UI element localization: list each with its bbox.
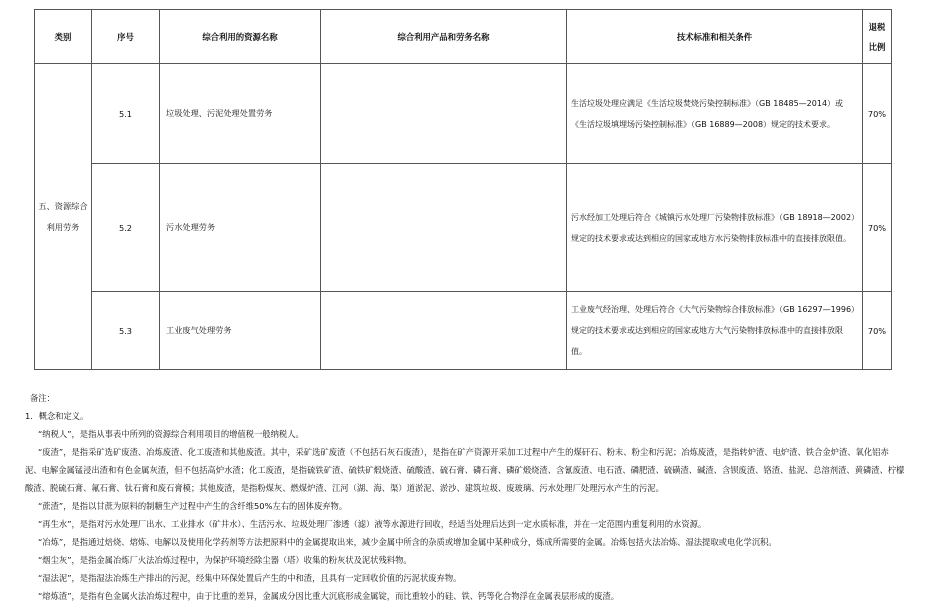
row-number: 5.1 <box>92 64 160 164</box>
notes-title: 备注： <box>30 393 55 403</box>
header-resource-name: 综合利用的资源名称 <box>160 10 321 64</box>
definition-paragraph: “废渣”，是指采矿选矿废渣、冶炼废渣、化工废渣和其他废渣。其中，采矿选矿废渣（不包括石灰石废渣），是指在矿产资源开采加工过程中产生的煤矸石、粉末、粉尘和污泥；冶炼废渣，是指转炉渣、电炉渣、铁合金炉渣、氧化铝赤泥、电解金属锰浸出渣和有色金属灰渣，但不包括高炉水渣；化工废渣，是指硫铁矿渣、硫铁矿煅烧渣、硫酸渣、硫石膏、磷石膏、磷矿煅烧渣、含氰废渣、电石渣、磷肥渣、硫磺渣、碱渣、含钡废渣、铬渣、盐泥、总溶剂渣、黄磷渣、柠檬酸渣、脱硫石膏、氟石膏、钛石膏和废石膏模；其他废渣，是指粉煤灰、燃煤炉渣、江河（湖、海、渠）道淤泥、淤沙、建筑垃圾、废玻璃、污水处理厂处理污水产生的污泥。 <box>25 447 905 493</box>
header-refund-rate <box>863 10 892 64</box>
technical-standard: 污水经加工处理后符合《城镇污水处理厂污染物排放标准》（GB 18918—2002）规定的技术要求或达到相应的国家或地方水污染物排放标准中的直接排放限值。 <box>567 164 863 292</box>
product-name <box>321 164 567 292</box>
refund-rate: 70% <box>863 292 892 370</box>
table-row <box>35 164 892 292</box>
table-row <box>35 64 892 164</box>
header-refund-rate-line1: 退税 <box>868 21 886 32</box>
definition-paragraph: “熔炼渣”，是指有色金属火法冶炼过程中，由于比重的差异，金属成分因比重大沉底形成金属锭，而比重较小的硅、铁、钙等化合物浮在金属表层形成的废渣。 <box>38 591 620 601</box>
header-category: 类别 <box>35 10 92 64</box>
row-number: 5.3 <box>92 292 160 370</box>
table-row <box>35 292 892 370</box>
table-header-row <box>35 10 892 64</box>
header-number: 序号 <box>92 10 160 64</box>
resource-name: 污水处理劳务 <box>160 164 321 292</box>
refund-rate: 70% <box>863 164 892 292</box>
header-product-name: 综合利用产品和劳务名称 <box>321 10 567 64</box>
category-cell: 五、资源综合利用劳务 <box>35 64 92 370</box>
product-name <box>321 292 567 370</box>
notes-section-heading: 1．概念和定义。 <box>25 411 89 421</box>
header-refund-rate-line2: 比例 <box>868 41 886 52</box>
definition-paragraph: “再生水”，是指对污水处理厂出水、工业排水（矿井水）、生活污水、垃圾处理厂渗透（滤）液等水源进行回收，经适当处理后达到一定水质标准，并在一定范围内重复利用的水资源。 <box>38 519 707 529</box>
definition-paragraph: “冶炼”，是指通过焙烧、熔炼、电解以及使用化学药剂等方法把原料中的金属提取出来，减少金属中所含的杂质或增加金属中某种成分，炼成所需要的金属。冶炼包括火法冶炼、湿法提取或电化学沉积。 <box>38 537 777 547</box>
product-name <box>321 64 567 164</box>
definition-paragraph: “蔗渣”，是指以甘蔗为原料的制糖生产过程中产生的含纤维50%左右的固体废弃物。 <box>38 501 348 511</box>
header-technical-standard: 技术标准和相关条件 <box>567 10 863 64</box>
definition-paragraph: “烟尘灰”，是指金属冶炼厂火法冶炼过程中，为保护环境经除尘器（塔）收集的粉灰状及泥状残料物。 <box>38 555 412 565</box>
resource-name: 工业废气处理劳务 <box>160 292 321 370</box>
resource-utilization-table <box>34 9 892 370</box>
resource-name: 垃圾处理、污泥处理处置劳务 <box>160 64 321 164</box>
notes-section <box>25 389 905 605</box>
refund-rate: 70% <box>863 64 892 164</box>
technical-standard: 工业废气经治理、处理后符合《大气污染物综合排放标准》（GB 16297—1996）规定的技术要求或达到相应的国家或地方大气污染物排放标准中的直接排放限值。 <box>567 292 863 370</box>
technical-standard: 生活垃圾处理应满足《生活垃圾焚烧污染控制标准》（GB 18485—2014）或《生活垃圾填埋场污染控制标准》（GB 16889—2008）规定的技术要求。 <box>567 64 863 164</box>
definition-paragraph: “纳税人”，是指从事表中所列的资源综合利用项目的增值税一般纳税人。 <box>38 429 304 439</box>
definition-paragraph: “湿法泥”，是指湿法冶炼生产排出的污泥，经集中环保处置后产生的中和渣，且具有一定回收价值的污泥状废弃物。 <box>38 573 462 583</box>
row-number: 5.2 <box>92 164 160 292</box>
